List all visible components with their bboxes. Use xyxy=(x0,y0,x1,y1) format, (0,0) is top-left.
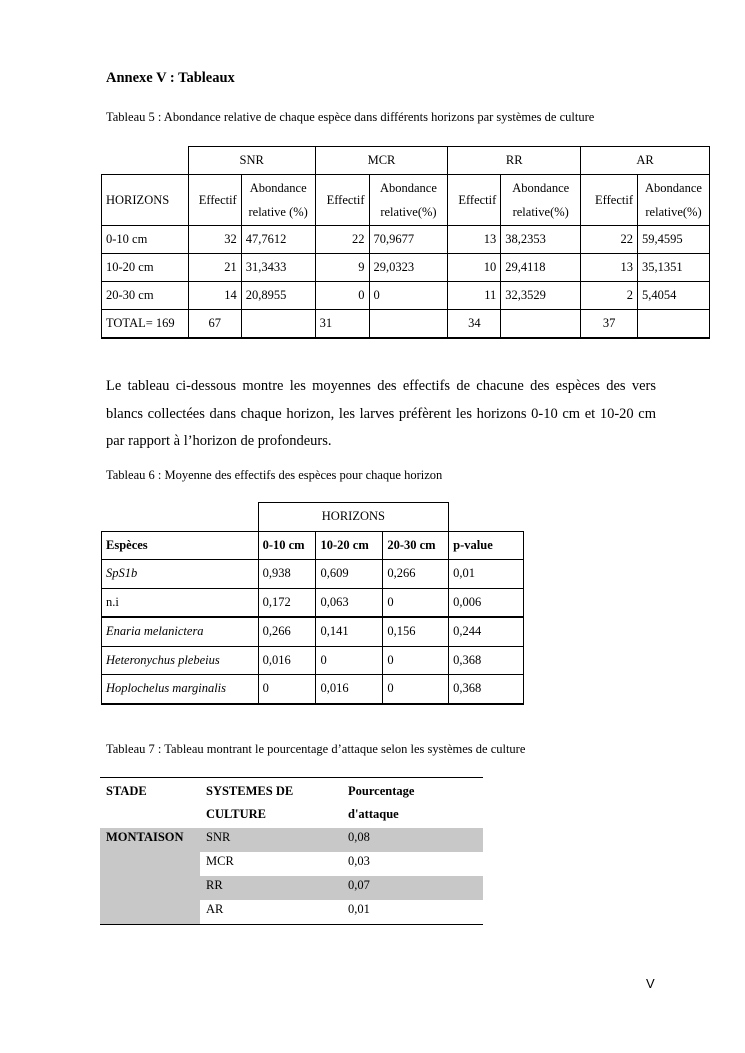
table5-cell xyxy=(638,310,710,339)
table6-species: n.i xyxy=(102,588,259,617)
table5-cell: 9 xyxy=(315,254,369,282)
table5-effectif-header: Effectif xyxy=(448,175,501,226)
table5-cell: 35,1351 xyxy=(638,254,710,282)
table-row xyxy=(102,588,524,617)
table5-cell: 38,2353 xyxy=(501,226,581,254)
table7-value: 0,08 xyxy=(342,828,483,852)
table5-group-header: SNR xyxy=(188,147,315,175)
table5-cell xyxy=(501,310,581,339)
table5-row-header: HORIZONS xyxy=(102,175,189,226)
table6-cell: 0,609 xyxy=(316,560,383,589)
table5-cell xyxy=(369,310,448,339)
table5-group-header: RR xyxy=(448,147,581,175)
table5-row-label: 10-20 cm xyxy=(102,254,189,282)
table6-cell: 0,244 xyxy=(449,617,524,646)
table5-cell: 11 xyxy=(448,282,501,310)
table7-system: AR xyxy=(206,902,224,916)
table7-stage: MONTAISON xyxy=(100,828,200,925)
table5-cell xyxy=(241,310,315,339)
table6-header-species: Espèces xyxy=(102,531,259,560)
table5 xyxy=(101,146,710,339)
table7 xyxy=(100,777,483,925)
table5-row-label: 0-10 cm xyxy=(102,226,189,254)
table-row xyxy=(102,675,524,704)
table6-corner xyxy=(449,503,524,532)
table6-cell: 0 xyxy=(316,646,383,675)
table5-cell: 5,4054 xyxy=(638,282,710,310)
table6-group-header: HORIZONS xyxy=(258,503,449,532)
table6-species: Hoplochelus marginalis xyxy=(102,675,259,704)
table6-cell: 0,368 xyxy=(449,646,524,675)
table5-cell: 13 xyxy=(448,226,501,254)
table7-caption: Tableau 7 : Tableau montrant le pourcentage d’attaque selon les systèmes de culture xyxy=(106,742,526,756)
table-row xyxy=(102,226,710,254)
table6-cell: 0,266 xyxy=(383,560,449,589)
table6-cell: 0 xyxy=(258,675,316,704)
table6-header: 20-30 cm xyxy=(383,531,449,560)
table7-value: 0,07 xyxy=(342,876,483,900)
table5-cell: 2 xyxy=(581,282,638,310)
table6-cell: 0,172 xyxy=(258,588,316,617)
table6-cell: 0 xyxy=(383,646,449,675)
table6-corner xyxy=(102,503,259,532)
table7-header-systemes: SYSTEMES DE CULTURE xyxy=(206,784,294,821)
page-number: V xyxy=(646,976,655,991)
table5-cell: 32 xyxy=(188,226,241,254)
table6-cell: 0,006 xyxy=(449,588,524,617)
table6-header: 0-10 cm xyxy=(258,531,316,560)
body-paragraph: Le tableau ci-dessous montre les moyennes des effectifs de chacune des espèces des vers blancs collectées dans chaque horizon, les larves préfèrent les horizons 0-10 cm et 10-20 cm par rapport à l’horizon de profondeurs. xyxy=(106,378,656,449)
table-row xyxy=(102,617,524,646)
table5-cell: 37 xyxy=(581,310,638,339)
table-row xyxy=(102,560,524,589)
table5-cell: 70,9677 xyxy=(369,226,448,254)
table5-cell: 34 xyxy=(448,310,501,339)
table5-cell: 22 xyxy=(581,226,638,254)
table5-cell: 31,3433 xyxy=(241,254,315,282)
table7-system: SNR xyxy=(200,828,342,852)
table5-group-header: AR xyxy=(581,147,710,175)
table5-caption: Tableau 5 : Abondance relative de chaque espèce dans différents horizons par systèmes de culture xyxy=(106,110,595,124)
table5-cell: 13 xyxy=(581,254,638,282)
table5-cell: 31 xyxy=(315,310,369,339)
table5-cell: 22 xyxy=(315,226,369,254)
table5-row-label: 20-30 cm xyxy=(102,282,189,310)
table6-species: Enaria melanictera xyxy=(102,617,259,646)
table7-system: RR xyxy=(200,876,342,900)
table5-cell: 29,4118 xyxy=(501,254,581,282)
table6-cell: 0,141 xyxy=(316,617,383,646)
table5-cell: 47,7612 xyxy=(241,226,315,254)
table5-cell: 32,3529 xyxy=(501,282,581,310)
table5-cell: 59,4595 xyxy=(638,226,710,254)
table5-cell: 20,8955 xyxy=(241,282,315,310)
table5-cell: 0 xyxy=(315,282,369,310)
table6-cell: 0 xyxy=(383,588,449,617)
table6-caption: Tableau 6 : Moyenne des effectifs des espèces pour chaque horizon xyxy=(106,468,443,482)
table7-value: 0,01 xyxy=(348,902,370,916)
table5-cell: 21 xyxy=(188,254,241,282)
table-row xyxy=(102,646,524,675)
table6-header: p-value xyxy=(449,531,524,560)
table6-cell: 0,156 xyxy=(383,617,449,646)
table5-abondance-header: Abondance relative(%) xyxy=(638,175,710,226)
table5-cell: 0 xyxy=(369,282,448,310)
table7-header-pourcentage: Pourcentage d'attaque xyxy=(348,784,415,821)
table-row xyxy=(102,282,710,310)
table-row xyxy=(102,310,710,339)
table6-cell: 0,063 xyxy=(316,588,383,617)
table6-cell: 0,266 xyxy=(258,617,316,646)
table5-group-header: MCR xyxy=(315,147,448,175)
table5-effectif-header: Effectif xyxy=(581,175,638,226)
table5-cell: 14 xyxy=(188,282,241,310)
table5-abondance-header: Abondance relative(%) xyxy=(369,175,448,226)
table5-abondance-header: Abondance relative(%) xyxy=(501,175,581,226)
table6-species: SpS1b xyxy=(102,560,259,589)
table7-header-stade: STADE xyxy=(106,784,147,798)
table6 xyxy=(101,502,524,705)
table6-header: 10-20 cm xyxy=(316,531,383,560)
table5-cell: 67 xyxy=(188,310,241,339)
table7-value: 0,03 xyxy=(348,854,370,868)
table6-cell: 0,016 xyxy=(316,675,383,704)
table5-row-label: TOTAL= 169 xyxy=(102,310,189,339)
table-row xyxy=(100,828,483,852)
table5-cell: 10 xyxy=(448,254,501,282)
table5-cell: 29,0323 xyxy=(369,254,448,282)
page-title: Annexe V : Tableaux xyxy=(106,70,235,86)
table6-cell: 0,016 xyxy=(258,646,316,675)
table6-cell: 0,938 xyxy=(258,560,316,589)
table7-system: MCR xyxy=(206,854,234,868)
table-row xyxy=(102,254,710,282)
table6-cell: 0 xyxy=(383,675,449,704)
table6-species: Heteronychus plebeius xyxy=(102,646,259,675)
table5-abondance-header: Abondance relative (%) xyxy=(241,175,315,226)
table6-cell: 0,01 xyxy=(449,560,524,589)
table5-effectif-header: Effectif xyxy=(315,175,369,226)
table5-effectif-header: Effectif xyxy=(188,175,241,226)
table5-corner xyxy=(102,147,189,175)
table6-cell: 0,368 xyxy=(449,675,524,704)
